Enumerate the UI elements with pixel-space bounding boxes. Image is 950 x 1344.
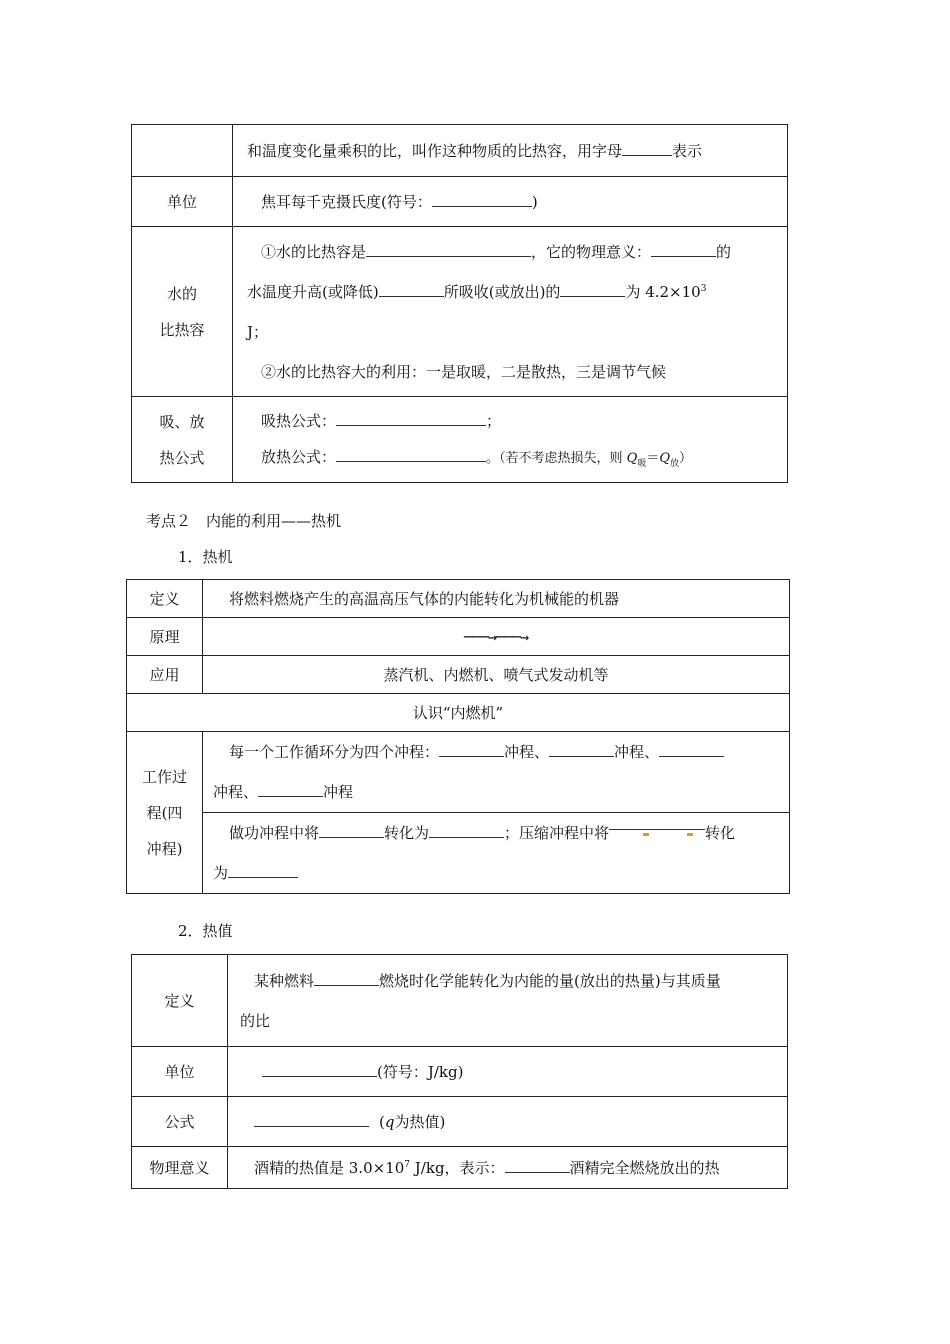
- conv-text-e: 为: [213, 864, 229, 882]
- sep-2: 、: [644, 743, 660, 761]
- conv-text-d: 转化: [705, 824, 736, 842]
- water-label-line1: 水的: [166, 284, 197, 303]
- heat-value-formula-cell: [228, 1097, 788, 1147]
- application-text: 蒸汽机、内燃机、喷气式发动机等: [203, 656, 790, 694]
- q-absorb: Q: [626, 450, 638, 466]
- water-text-1c: 的: [716, 242, 732, 261]
- physical-meaning-cell: [228, 1147, 788, 1189]
- cycle-text: 每一个工作循环分为四个冲程：: [229, 743, 440, 761]
- absorb-end: ；: [486, 411, 502, 430]
- highlight-mark: [643, 833, 649, 836]
- work-label-3: 冲程): [146, 839, 183, 858]
- water-label-line2: 比热容: [159, 320, 205, 339]
- blank-heat[interactable]: [560, 280, 625, 297]
- definition-text: 和温度变化量乘积的比，叫作这种物质的比热容，用字母: [247, 141, 623, 160]
- blank-temperature[interactable]: [379, 280, 444, 297]
- highlight-mark: [687, 833, 693, 836]
- unit-label: 单位: [132, 177, 233, 227]
- principle-arrows: ───→───→: [463, 627, 529, 646]
- engine-def-label: 定义: [127, 580, 203, 618]
- release-end: 。（若不考虑热损失，则: [486, 450, 627, 466]
- blank-power-to[interactable]: [429, 821, 504, 838]
- conv-text-b: 转化为: [384, 824, 430, 842]
- heat-value-unit-label: 单位: [132, 1047, 228, 1097]
- unit-text-end: ): [531, 192, 538, 211]
- formula-text: 为热值): [394, 1112, 446, 1131]
- water-text-2c: 为 4.2×10: [625, 282, 701, 301]
- meaning-text-a: 酒精的热值是 3.0×10: [254, 1158, 405, 1177]
- absorb-formula-line: [261, 403, 781, 439]
- water-specific-heat-cell: [233, 227, 788, 397]
- work-label-2: 程(四: [146, 803, 183, 822]
- unit-symbol-text: (符号：J/kg): [377, 1062, 464, 1081]
- physical-meaning-label: 物理意义: [132, 1147, 228, 1189]
- specific-heat-table: [131, 124, 788, 483]
- q-symbol: q: [384, 1112, 395, 1131]
- blank-stroke-2[interactable]: [549, 740, 614, 757]
- heat-formula-cell: [233, 397, 788, 483]
- def-text-a: 某种燃料: [254, 971, 315, 990]
- blank-stroke-1[interactable]: [439, 740, 504, 757]
- conv-text-a: 做功冲程中将: [229, 824, 320, 842]
- sub-release: 放: [670, 458, 680, 469]
- sep-3: 、: [243, 783, 259, 801]
- heat-value-formula-label: 公式: [132, 1097, 228, 1147]
- release-formula-line: [261, 439, 781, 477]
- water-specific-heat-label: [132, 227, 233, 397]
- water-text-2a: 水温度升高(或降低): [247, 282, 379, 301]
- stroke-2: 冲程: [614, 743, 645, 761]
- energy-conversion-cell: [203, 813, 790, 894]
- def-line-1: [240, 961, 781, 1001]
- formula-open: (: [379, 1112, 385, 1131]
- meaning-text-c: 酒精完全燃烧放出的热: [569, 1158, 720, 1177]
- conv-text-c: ；压缩冲程中将: [504, 824, 610, 842]
- heat-value-def-label: 定义: [132, 955, 228, 1047]
- blank-absorb-formula[interactable]: [336, 409, 486, 426]
- blank-water-value[interactable]: [366, 240, 531, 257]
- heat-formula-label: [132, 397, 233, 483]
- blank-compress-from[interactable]: [609, 813, 705, 830]
- def-text-b: 燃烧时化学能转化为内能的量(放出的热量)与其质量: [379, 971, 721, 990]
- heat-value-table: [131, 954, 788, 1189]
- formula-label-line2: 热公式: [159, 448, 205, 467]
- blank-water-mass[interactable]: [651, 240, 716, 257]
- water-exponent: 3: [700, 283, 707, 294]
- principle-cell: [203, 618, 790, 656]
- blank-symbol[interactable]: [622, 139, 672, 156]
- equals: ＝: [646, 450, 660, 466]
- water-line-4: ②水的比热容大的利用：一是取暖，二是散热，三是调节气候: [261, 362, 667, 381]
- close-paren: ）: [679, 450, 693, 466]
- heat-value-def-cell: [228, 955, 788, 1047]
- heat-engine-table: [126, 579, 790, 894]
- water-line-3: J；: [247, 322, 269, 341]
- q-release: Q: [659, 450, 671, 466]
- application-label: 应用: [127, 656, 203, 694]
- definition-text-end: 表示: [672, 141, 703, 160]
- work-label-1: 工作过: [141, 767, 187, 786]
- release-label: 放热公式：: [261, 447, 337, 466]
- stroke-4: 冲程: [323, 783, 354, 801]
- blank-heat-value-formula[interactable]: [254, 1110, 369, 1127]
- blank-unit-symbol[interactable]: [432, 190, 532, 207]
- engine-def-text: 将燃料燃烧产生的高温高压气体的内能转化为机械能的机器: [203, 580, 790, 618]
- conversion-line-2: [213, 853, 783, 893]
- principle-label: 原理: [127, 618, 203, 656]
- absorb-label: 吸热公式：: [261, 411, 337, 430]
- empty-label-cell: [132, 125, 233, 177]
- blank-stroke-4[interactable]: [258, 780, 323, 797]
- recognize-engine-row: 认识“内燃机”: [127, 694, 790, 732]
- sep-1: 、: [534, 743, 550, 761]
- meaning-text-b: J/kg，表示：: [410, 1158, 505, 1177]
- heat-value-title: 2．热值: [178, 922, 233, 940]
- blank-compress-to[interactable]: [228, 861, 298, 878]
- conversion-line-1: [213, 813, 783, 853]
- water-line-2: [247, 272, 781, 312]
- four-strokes-cell: [203, 732, 790, 813]
- unit-cell: [233, 177, 788, 227]
- blank-complete[interactable]: [314, 969, 379, 986]
- water-text-2b: 所吸收(或放出)的: [443, 282, 561, 301]
- blank-power-from[interactable]: [319, 821, 384, 838]
- strokes-line-1: [213, 732, 783, 772]
- def-line-2: 的比: [240, 1011, 271, 1030]
- heat-engine-title: 1．热机: [178, 548, 233, 566]
- blank-heat-value-unit[interactable]: [262, 1060, 377, 1077]
- blank-alcohol-mass[interactable]: [505, 1156, 570, 1173]
- heat-value-unit-cell: [228, 1047, 788, 1097]
- strokes-line-2: [213, 772, 783, 812]
- blank-release-formula[interactable]: [336, 445, 486, 462]
- water-line-1: [247, 232, 781, 272]
- stroke-3: 冲程: [213, 783, 244, 801]
- blank-stroke-3[interactable]: [659, 740, 724, 757]
- water-text-1b: ，它的物理意义：: [531, 242, 652, 261]
- unit-text: 焦耳每千克摄氏度(符号：: [261, 192, 432, 211]
- formula-label-line1: 吸、放: [159, 412, 205, 431]
- water-text-1a: ①水的比热容是: [261, 242, 367, 261]
- work-process-label: [127, 732, 203, 894]
- sub-absorb: 吸: [637, 458, 647, 469]
- stroke-1: 冲程: [504, 743, 535, 761]
- definition-continuation-cell: [233, 125, 788, 177]
- meaning-exponent: 7: [404, 1159, 411, 1170]
- section-2-title: 考点２ 内能的利用——热机: [146, 512, 342, 530]
